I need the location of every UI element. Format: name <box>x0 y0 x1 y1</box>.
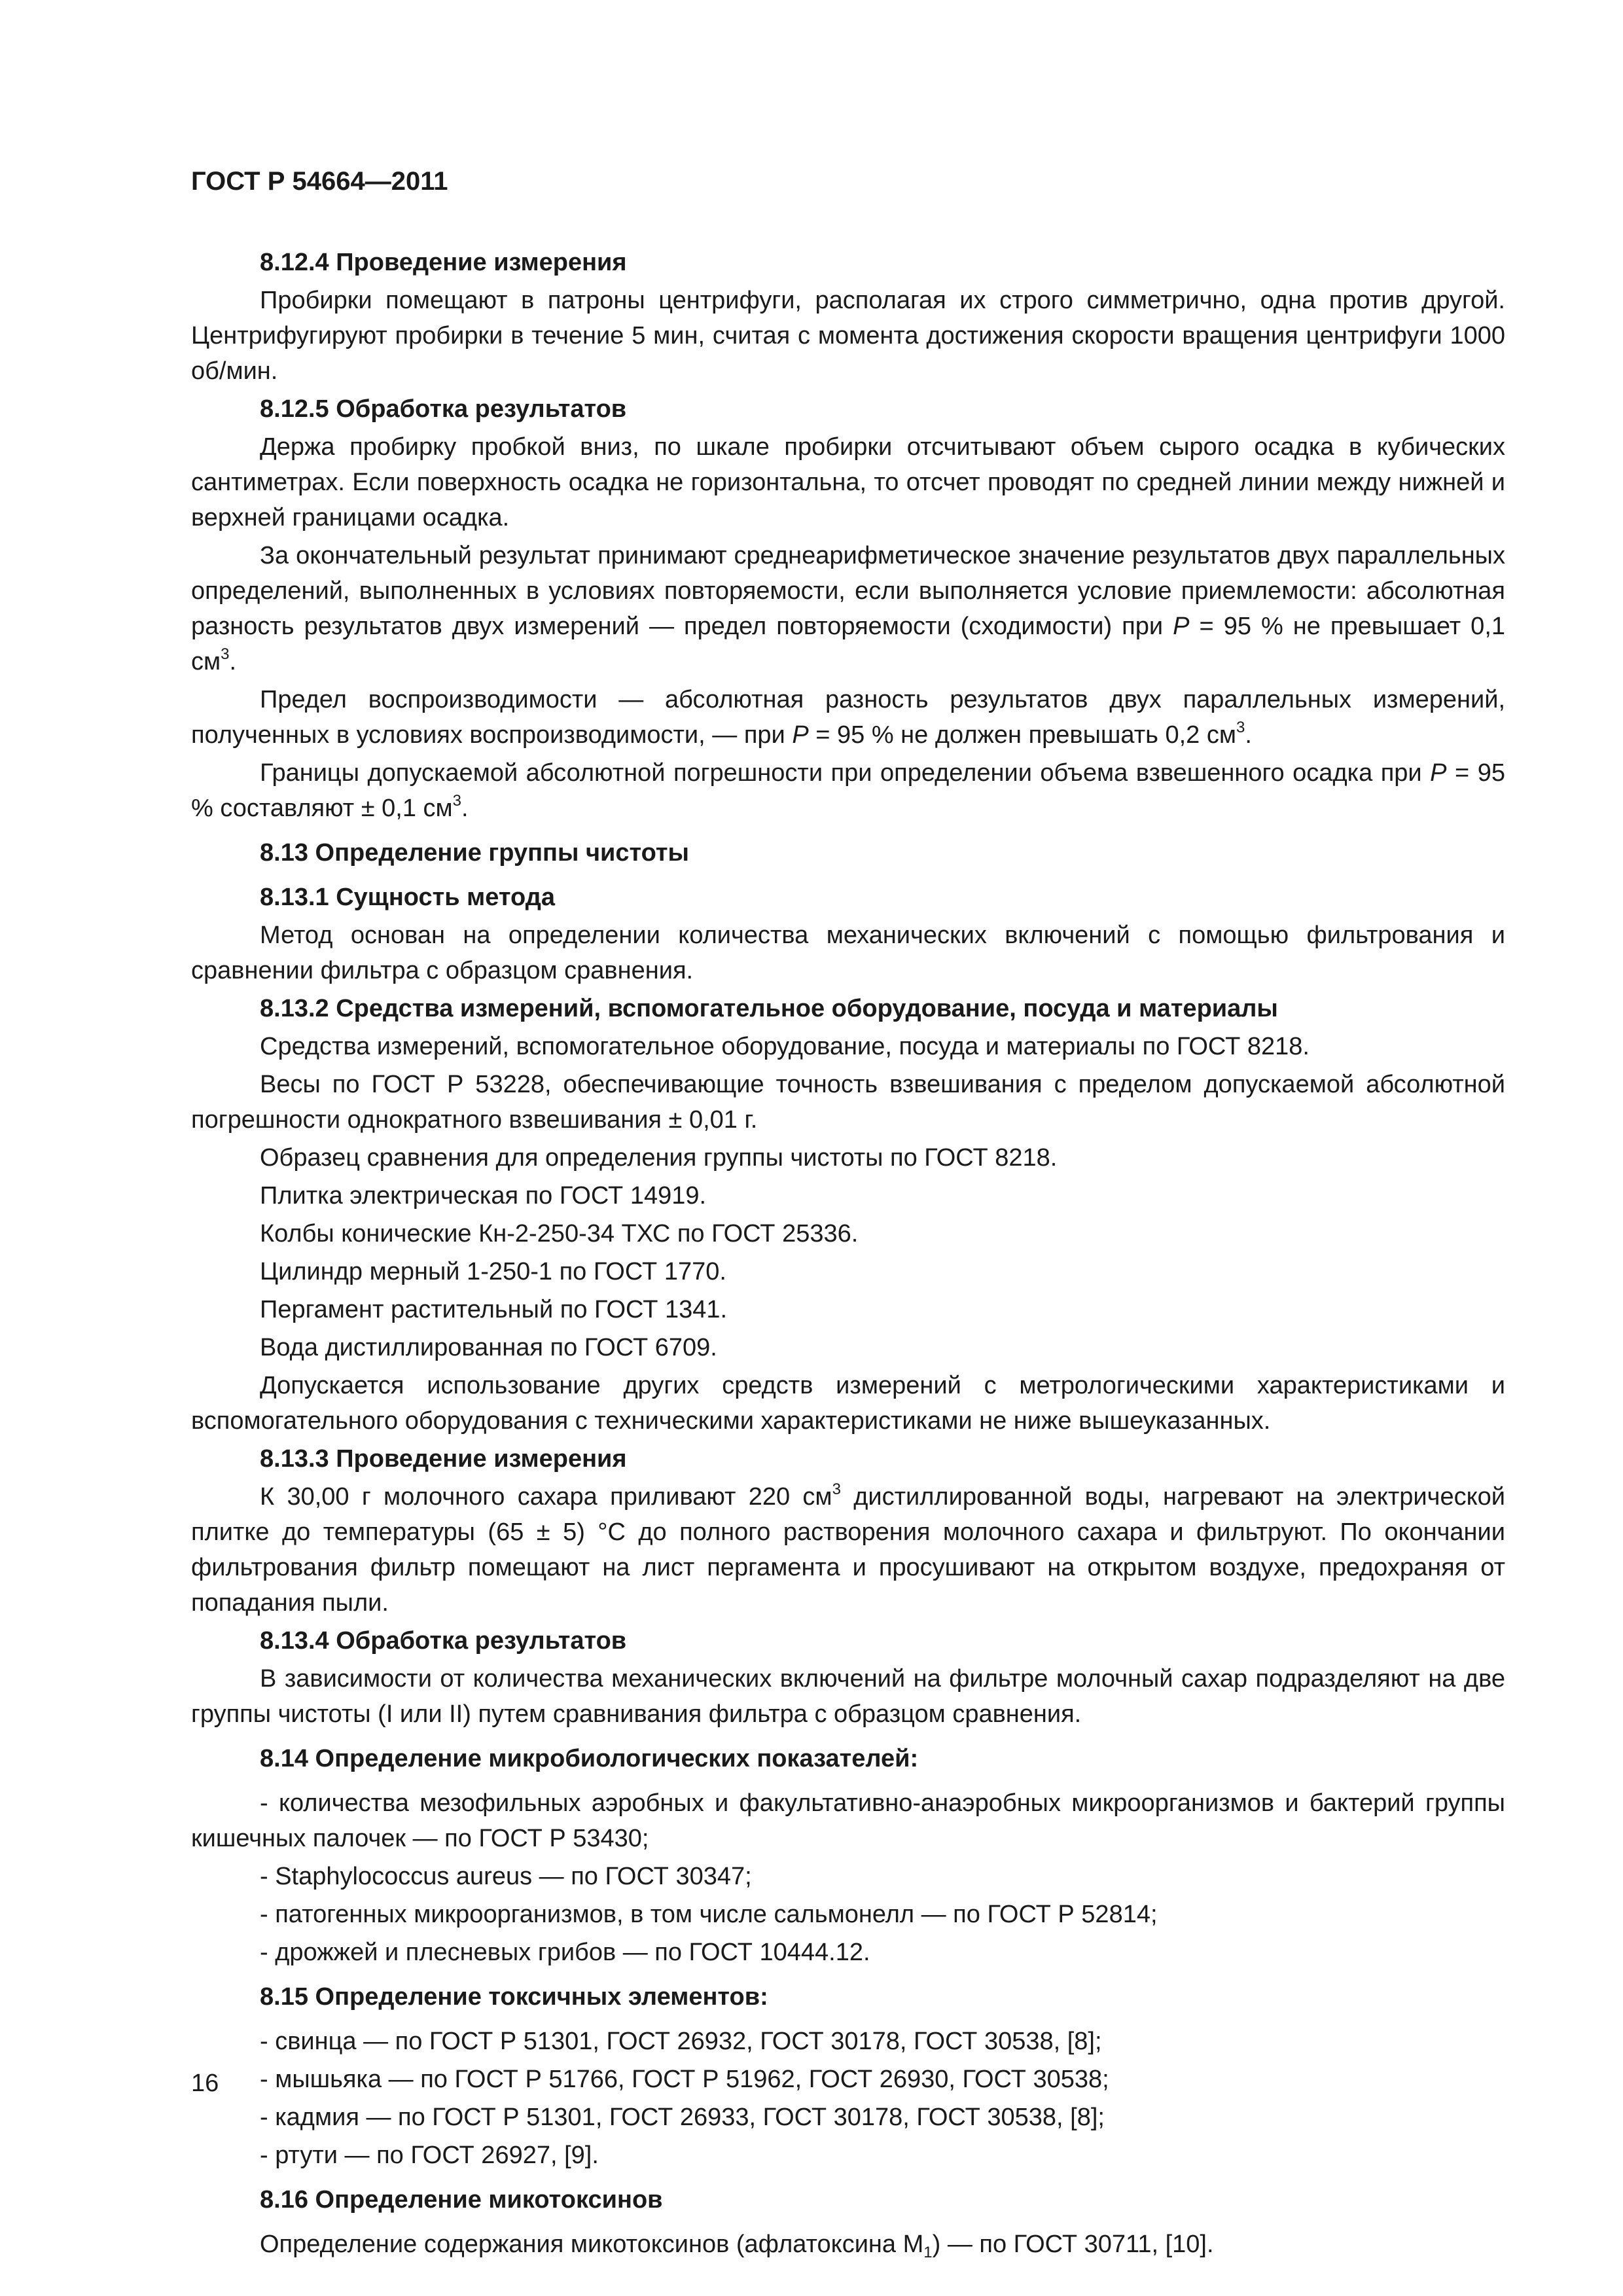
paragraph <box>191 1479 1505 1621</box>
text-run: Предел воспроизводимости — абсолютная разность результатов двух параллельных измерений, полученных в условиях воспроизводимости, — при <box>191 686 1505 749</box>
list-item: - дрожжей и плесневых грибов — по ГОСТ 10444.12. <box>260 1939 870 1966</box>
paragraph: В зависимости от количества механических включений на фильтре молочный сахар подразделяют на две группы чистоты (I или II) путем сравнивания фильтра с образцом сравнения. <box>191 1665 1505 1728</box>
list-item: - свинца — по ГОСТ Р 51301, ГОСТ 26932, ГОСТ 30178, ГОСТ 30538, [8]; <box>260 2028 1102 2055</box>
page-number: 16 <box>191 2070 219 2097</box>
text-run: Определение содержания микотоксинов (афлатоксина М <box>260 2231 924 2258</box>
section-heading-8-15: 8.15 Определение токсичных элементов: <box>260 1983 768 2011</box>
list-item: - мышьяка — по ГОСТ Р 51766, ГОСТ Р 51962, ГОСТ 26930, ГОСТ 30538; <box>260 2066 1109 2093</box>
superscript: 3 <box>1236 719 1245 736</box>
paragraph: Держа пробирку пробкой вниз, по шкале пробирки отсчитывают объем сырого осадка в кубических сантиметрах. Если поверхность осадка не горизонтальна, то отсчет проводят по средней линии между нижней и верхней границами осадка. <box>191 433 1505 531</box>
list-item: - кадмия — по ГОСТ Р 51301, ГОСТ 26933, ГОСТ 30178, ГОСТ 30538, [8]; <box>260 2104 1105 2131</box>
document-body <box>191 245 1505 2262</box>
superscript: 3 <box>832 1480 841 1498</box>
paragraph: Вода дистиллированная по ГОСТ 6709. <box>260 1334 717 1361</box>
variable-p: P <box>1430 759 1447 787</box>
paragraph <box>191 538 1505 679</box>
paragraph: Пергамент растительный по ГОСТ 1341. <box>260 1296 728 1323</box>
section-heading-8-14: 8.14 Определение микробиологических показателей: <box>260 1745 919 1772</box>
list-item: - патогенных микроорганизмов, в том числе сальмонелл — по ГОСТ Р 52814; <box>260 1901 1158 1928</box>
text-run: = 95 % не должен превышать 0,2 см <box>808 721 1236 749</box>
text-run: дистиллированной воды, нагревают на электрической плитке до температуры (65 ± 5) °С до полного растворения молочного сахара и фильтруют. По окончании фильтрования фильтр помещают на лист пергамента и просушивают на открытом воздухе, предохраняя от попадания пыли. <box>191 1483 1505 1617</box>
paragraph <box>191 755 1505 826</box>
paragraph: Метод основан на определении количества механических включений с помощью фильтрования и сравнении фильтра с образцом сравнения. <box>191 922 1505 984</box>
text-run: Границы допускаемой абсолютной погрешности при определении объема взвешенного осадка при <box>260 759 1431 787</box>
paragraph: Цилиндр мерный 1-250-1 по ГОСТ 1770. <box>260 1258 726 1285</box>
paragraph: Средства измерений, вспомогательное оборудование, посуда и материалы по ГОСТ 8218. <box>260 1033 1310 1060</box>
section-heading-8-12-4: 8.12.4 Проведение измерения <box>260 249 627 276</box>
section-heading-8-12-5: 8.12.5 Обработка результатов <box>260 395 627 423</box>
variable-p: P <box>792 721 809 749</box>
section-heading-8-16: 8.16 Определение микотоксинов <box>260 2186 663 2214</box>
text-run: . <box>229 648 237 675</box>
text-run: = 95 % составляют ± 0,1 см <box>191 759 1505 822</box>
paragraph: Плитка электрическая по ГОСТ 14919. <box>260 1182 707 1210</box>
list-item: - Staphylococcus aureus — по ГОСТ 30347; <box>260 1863 752 1890</box>
section-heading-8-13-1: 8.13.1 Сущность метода <box>260 884 555 911</box>
section-heading-8-13: 8.13 Определение группы чистоты <box>260 839 689 867</box>
section-heading-8-13-4: 8.13.4 Обработка результатов <box>260 1627 627 1655</box>
paragraph: Колбы конические Кн-2-250-34 ТХС по ГОСТ 25336. <box>260 1220 859 1247</box>
paragraph: Образец сравнения для определения группы чистоты по ГОСТ 8218. <box>260 1144 1058 1172</box>
variable-p: P <box>1173 613 1190 640</box>
section-heading-8-13-2: 8.13.2 Средства измерений, вспомогательное оборудование, посуда и материалы <box>260 995 1278 1022</box>
text-run: . <box>461 795 469 822</box>
list-item: - количества мезофильных аэробных и факультативно-анаэробных микроорганизмов и бактерий группы кишечных палочек — по ГОСТ Р 53430; <box>191 1789 1505 1852</box>
paragraph: Пробирки помещают в патроны центрифуги, располагая их строго симметрично, одна против другой. Центрифугируют пробирки в течение 5 мин, считая с момента достижения скорости вращения центрифуги 1000 об/мин. <box>191 287 1505 385</box>
subscript: 1 <box>923 2244 933 2261</box>
superscript: 3 <box>221 645 230 663</box>
superscript: 3 <box>452 792 461 810</box>
paragraph: Весы по ГОСТ Р 53228, обеспечивающие точность взвешивания с пределом допускаемой абсолютной погрешности однократного взвешивания ± 0,01 г. <box>191 1071 1505 1134</box>
text-run: ) — по ГОСТ 30711, [10]. <box>932 2231 1214 2258</box>
text-run: . <box>1245 721 1252 749</box>
document-header: ГОСТ Р 54664—2011 <box>191 167 448 196</box>
text-run: К 30,00 г молочного сахара приливают 220 см <box>260 1483 832 1511</box>
text-run: За окончательный результат принимают среднеарифметическое значение результатов двух параллельных определений, выполненных в условиях повторяемости, если выполняется условие приемлемости: абсолютная разность результатов двух измерений — предел повторяемости (сходимости) при <box>191 542 1505 640</box>
text-run: = 95 % не превышает 0,1 см <box>191 613 1506 675</box>
paragraph <box>191 2227 1505 2262</box>
section-heading-8-13-3: 8.13.3 Проведение измерения <box>260 1445 627 1473</box>
list-item: - ртути — по ГОСТ 26927, [9]. <box>260 2142 599 2169</box>
paragraph: Допускается использование других средств измерений с метрологическими характеристиками и вспомогательного оборудования с техническими характеристиками не ниже вышеуказанных. <box>191 1372 1505 1435</box>
paragraph <box>191 682 1505 753</box>
